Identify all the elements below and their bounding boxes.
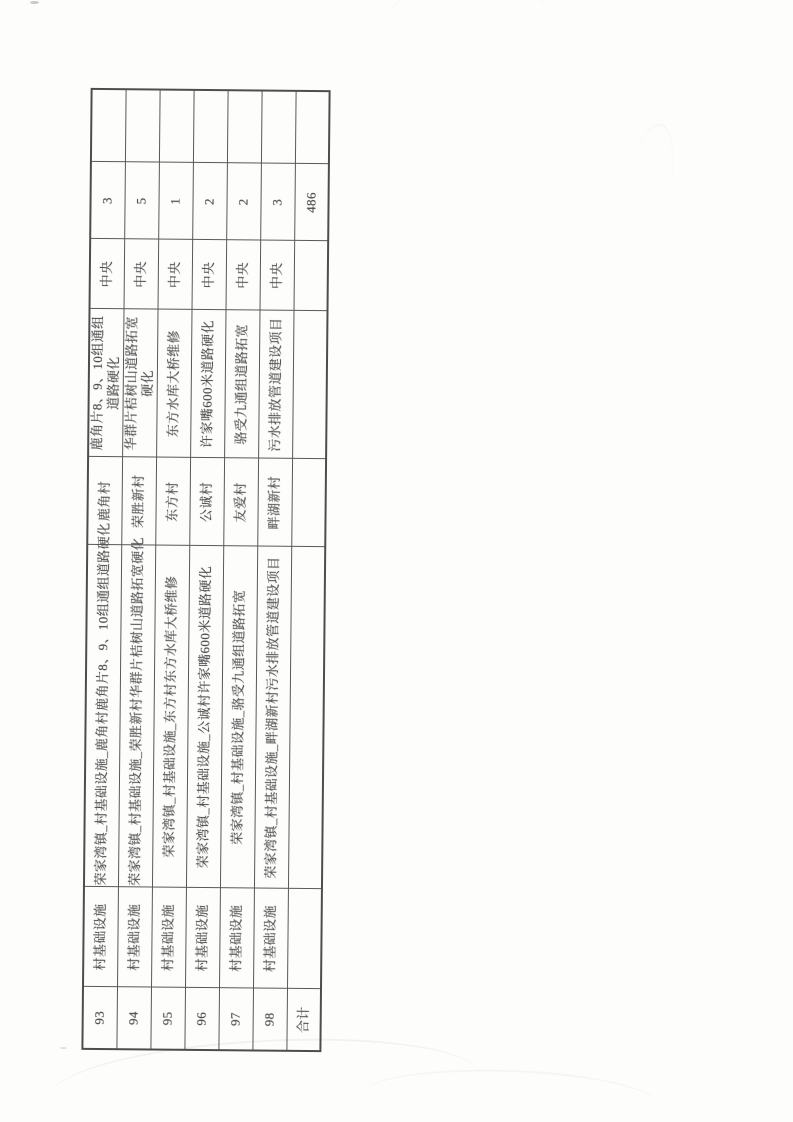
cell-remark bbox=[91, 89, 126, 162]
cell-village: 公诚村 bbox=[189, 458, 224, 546]
cell-funding_level bbox=[294, 241, 329, 311]
cell-village bbox=[291, 459, 326, 547]
cell-project: 许家嘴600米道路硬化 bbox=[190, 310, 225, 458]
cell-serial: 96 bbox=[184, 988, 219, 1050]
cell-description: 荣家湾镇_村基础设施_公诚村许家嘴600米道路硬化 bbox=[186, 546, 223, 888]
cell-project: 污水排放管道建设项目 bbox=[258, 311, 293, 459]
cell-amount: 5 bbox=[124, 162, 159, 239]
cell-funding_level: 中央 bbox=[158, 240, 193, 310]
cell-serial: 95 bbox=[150, 988, 185, 1050]
cell-serial: 98 bbox=[252, 988, 287, 1050]
cell-remark bbox=[193, 90, 228, 163]
scan-speck bbox=[30, 1, 39, 4]
cell-description: 荣家湾镇_村基础设施_东方村东方水库大桥维修 bbox=[152, 546, 189, 888]
cell-funding_level: 中央 bbox=[90, 239, 125, 309]
cell-description: 荣家湾镇_村基础设施_骆受九通组道路拓宽 bbox=[220, 546, 257, 888]
cell-project: 东方水库大桥维修 bbox=[156, 310, 191, 458]
scan-artifact bbox=[359, 1065, 661, 1122]
cell-description bbox=[288, 547, 325, 889]
cell-serial: 97 bbox=[218, 988, 253, 1050]
cell-village: 鹿角村 bbox=[87, 457, 122, 545]
cell-village: 畔湖新村 bbox=[257, 459, 292, 547]
cell-description: 荣家湾镇_村基础设施_荣胜新村华群片桔树山道路拓宽硬化 bbox=[118, 545, 155, 887]
cell-funding_level: 中央 bbox=[124, 239, 159, 309]
cell-funding_level: 中央 bbox=[226, 240, 261, 310]
cell-category: 村基础设施 bbox=[151, 888, 186, 988]
cell-category bbox=[287, 889, 322, 989]
cell-serial: 合计 bbox=[286, 989, 321, 1051]
cell-funding_level: 中央 bbox=[192, 240, 227, 310]
cell-description: 荣家湾镇_村基础设施_畔湖新村污水排放管道建设项目 bbox=[254, 547, 291, 889]
cell-project: 鹿角片8、9、10组通组道路硬化 bbox=[88, 309, 123, 457]
cell-category: 村基础设施 bbox=[83, 887, 118, 987]
scan-artifact bbox=[77, 0, 554, 73]
cell-description: 荣家湾镇_村基础设施_鹿角村鹿角片8、9、10组通组道路硬化 bbox=[84, 545, 121, 887]
cell-category: 村基础设施 bbox=[219, 888, 254, 988]
cell-funding_level: 中央 bbox=[260, 241, 295, 311]
cell-remark bbox=[295, 91, 330, 164]
cell-remark bbox=[227, 90, 262, 163]
cell-project bbox=[292, 311, 327, 459]
cell-category: 村基础设施 bbox=[117, 887, 152, 987]
cell-remark bbox=[261, 91, 296, 164]
cell-village: 荣胜新村 bbox=[121, 457, 156, 545]
cell-amount: 1 bbox=[158, 163, 193, 240]
cell-serial: 94 bbox=[116, 987, 151, 1049]
cell-project: 骆受九通组道路拓宽 bbox=[224, 310, 259, 458]
cell-category: 村基础设施 bbox=[185, 888, 220, 988]
cell-project: 华群片桔树山道路拓宽硬化 bbox=[122, 309, 157, 457]
rotated-table-container bbox=[81, 90, 328, 1052]
cell-remark bbox=[159, 90, 194, 163]
scan-artifact bbox=[569, 117, 691, 386]
cell-amount: 2 bbox=[226, 163, 261, 240]
cell-amount: 2 bbox=[192, 163, 227, 240]
scan-artifact bbox=[388, 0, 722, 56]
cell-amount: 3 bbox=[90, 162, 125, 239]
funding-projects-table bbox=[81, 88, 330, 1052]
cell-serial: 93 bbox=[82, 987, 117, 1049]
cell-amount: 3 bbox=[260, 164, 295, 241]
cell-remark bbox=[125, 89, 160, 162]
cell-amount: 486 bbox=[294, 164, 329, 241]
scan-speck bbox=[60, 1047, 67, 1049]
table-body bbox=[82, 89, 329, 1051]
cell-village: 东方村 bbox=[155, 458, 190, 546]
cell-category: 村基础设施 bbox=[253, 888, 288, 988]
cell-village: 友爱村 bbox=[223, 458, 258, 546]
